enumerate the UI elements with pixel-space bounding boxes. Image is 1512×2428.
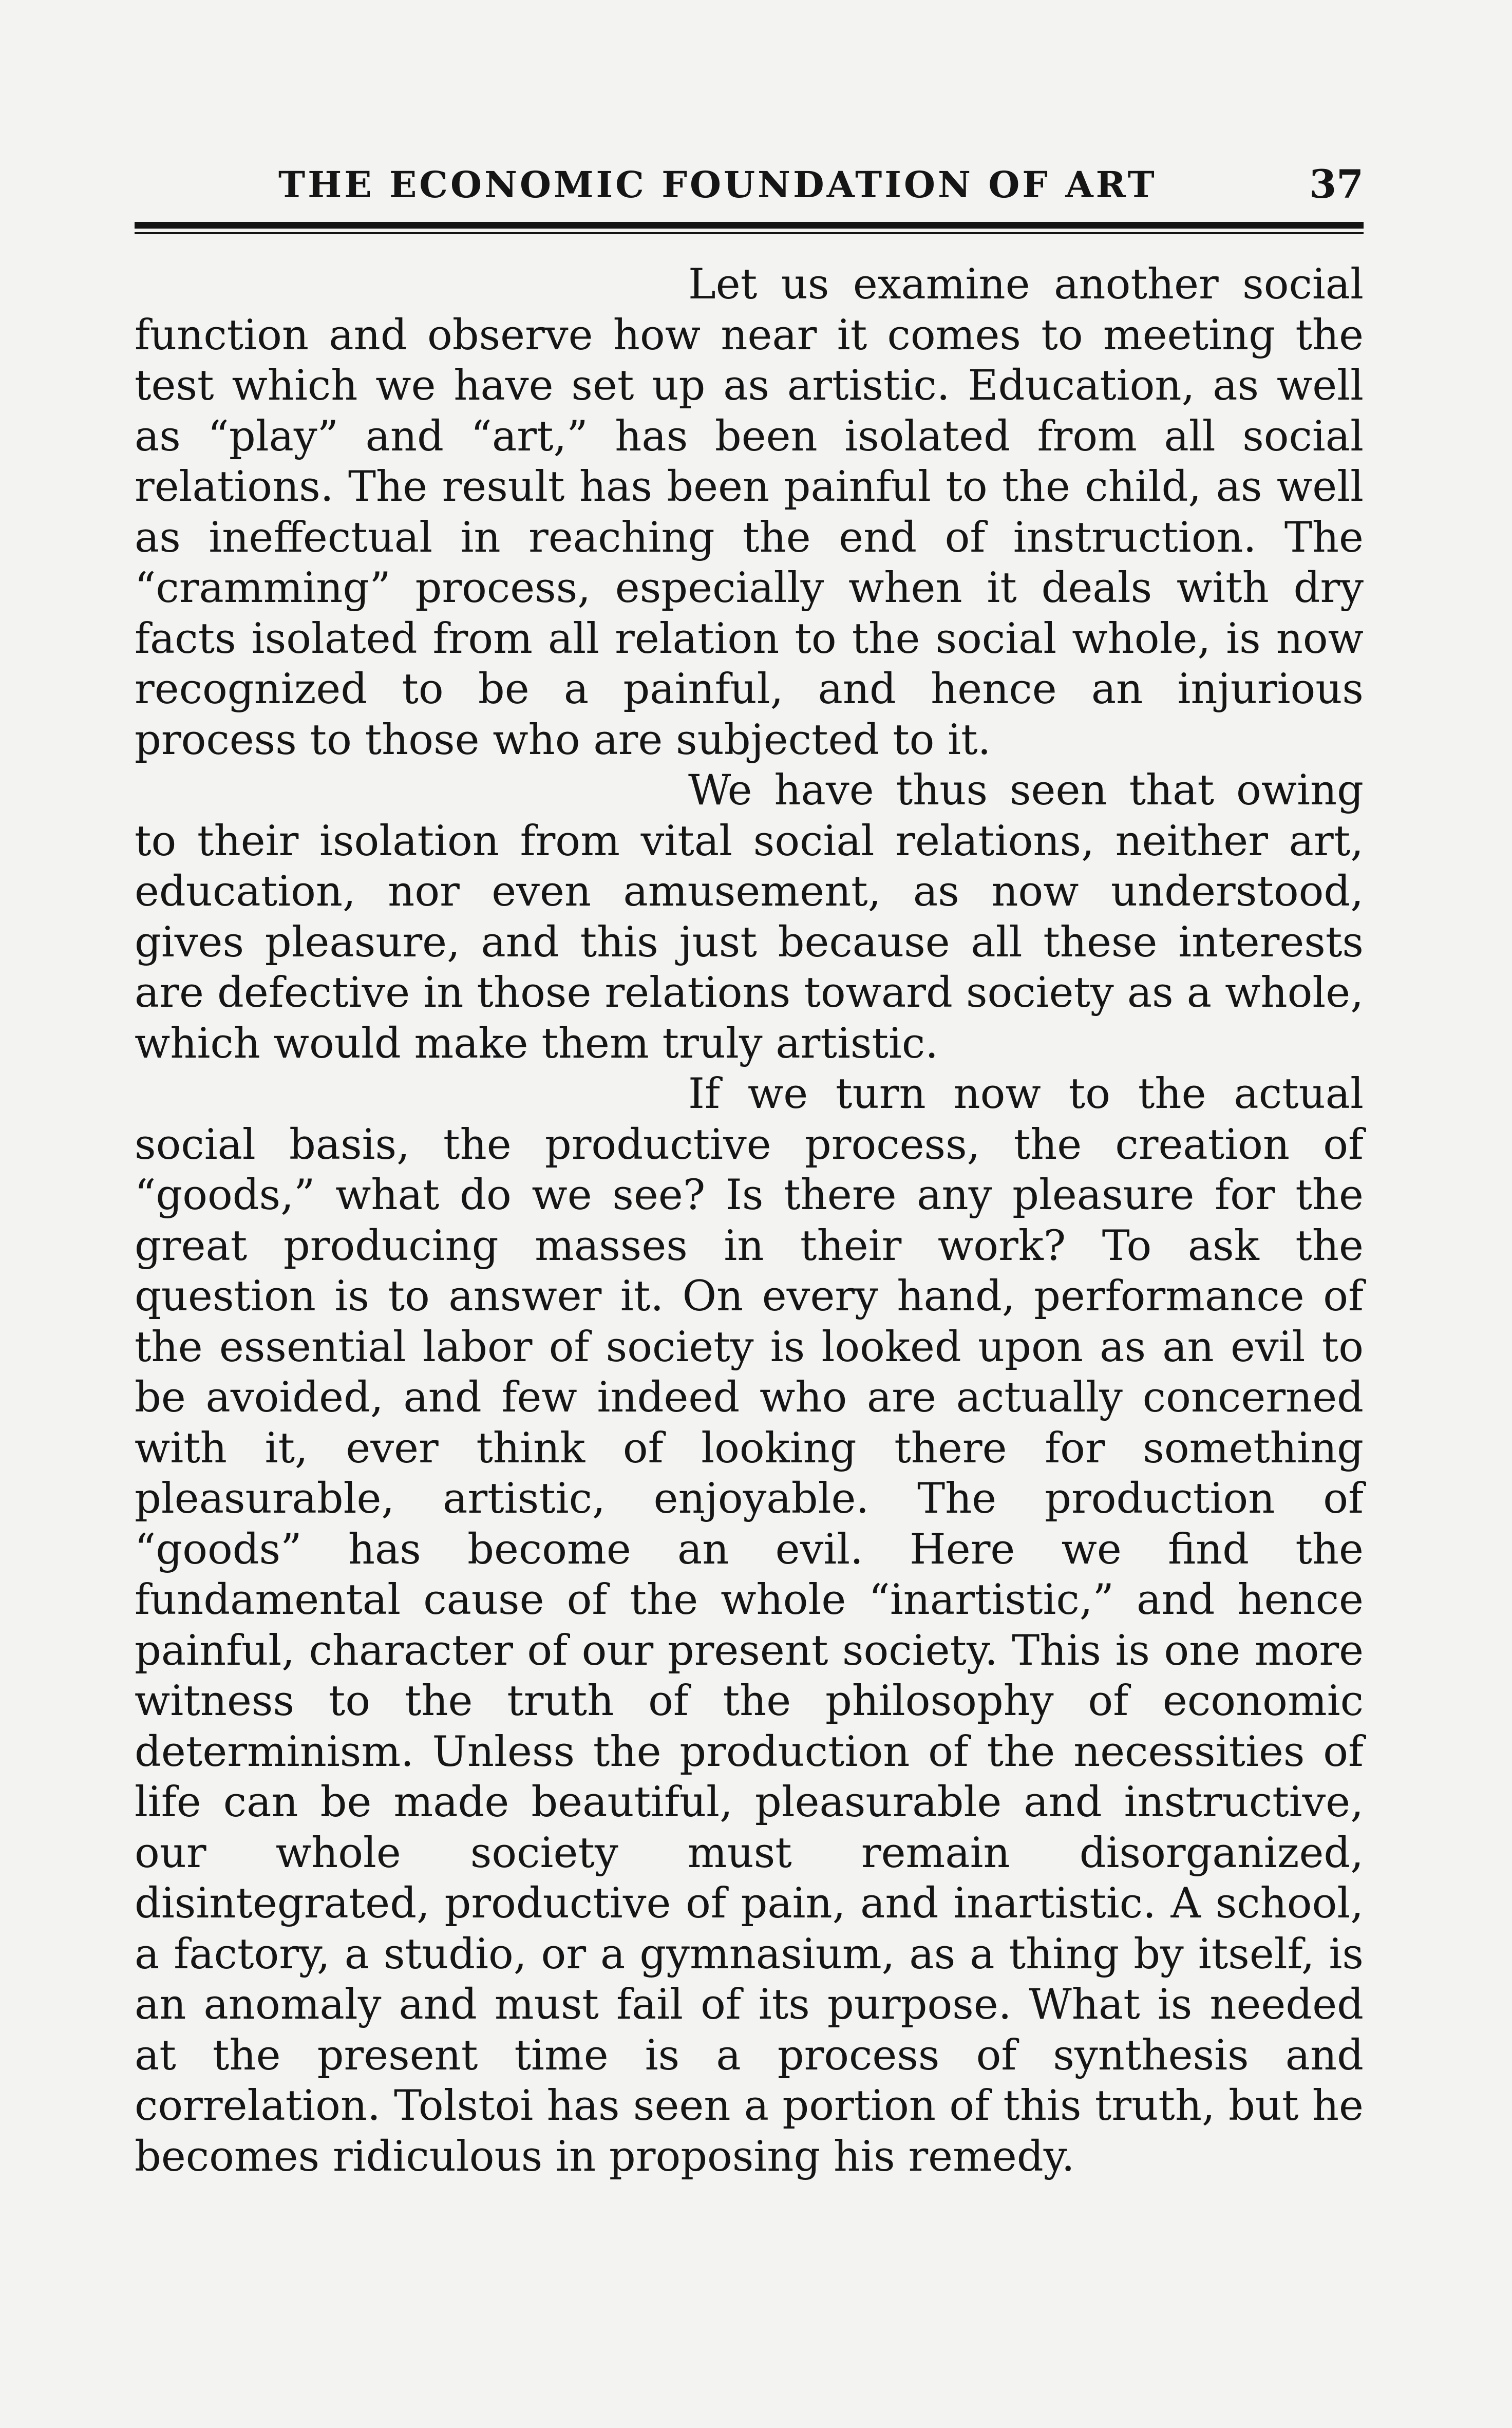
paragraph-education: Let us examine another social function and observe how near it comes to meeting the test which we have set up as artistic. Education, as well as “play” and “art,” has been isolated from all social relations. The result has been painful to the child, as well as ineffectual in reaching the end of instruction. The “cramming” process, especially when it deals with dry facts isolated from all relation to the social whole, is now recognized to be a painful, and hence an injurious process to those who are subjected to it. (135, 260, 1364, 764)
paragraph-isolation: We have thus seen that owing to their isolation from vital social relations, neither art, education, nor even amusement, as now understood, gives pleasure, and this just because all these interests are defective in those relations toward society as a whole, which would make them truly artistic. (135, 766, 1364, 1068)
header-rule-thick (135, 222, 1364, 229)
running-title: THE ECONOMIC FOUNDATION OF ART (278, 163, 1157, 206)
running-head (135, 154, 1364, 211)
body-text (135, 259, 1364, 2182)
paragraph-production: If we turn now to the actual social basis, the productive process, the creation of “goods,” what do we see? Is there any pleasure for the great producing masses in their work? To ask the question is to answer it. On every hand, performance of the essential labor of society is looked upon as an evil to be avoided, and few indeed who are actually concerned with it, ever think of looking there for something pleasurable, artistic, enjoyable. The production of “goods” has become an evil. Here we find the fundamental cause of the whole “inartistic,” and hence painful, character of our present society. This is one more witness to the truth of the philosophy of economic determinism. Unless the production of the necessities of life can be made beautiful, pleasurable and instructive, our whole society must remain disorganized, disintegrated, productive of pain, and inartistic. A school, a factory, a studio, or a gymnasium, as a thing by itself, is an anomaly and must fail of its purpose. What is needed at the present time is a process of synthesis and correlation. Tolstoi has seen a portion of this truth, but he becomes ridiculous in proposing his remedy. (135, 1070, 1364, 2181)
header-rule-thin (135, 232, 1364, 234)
page-number: 37 (1309, 161, 1364, 207)
